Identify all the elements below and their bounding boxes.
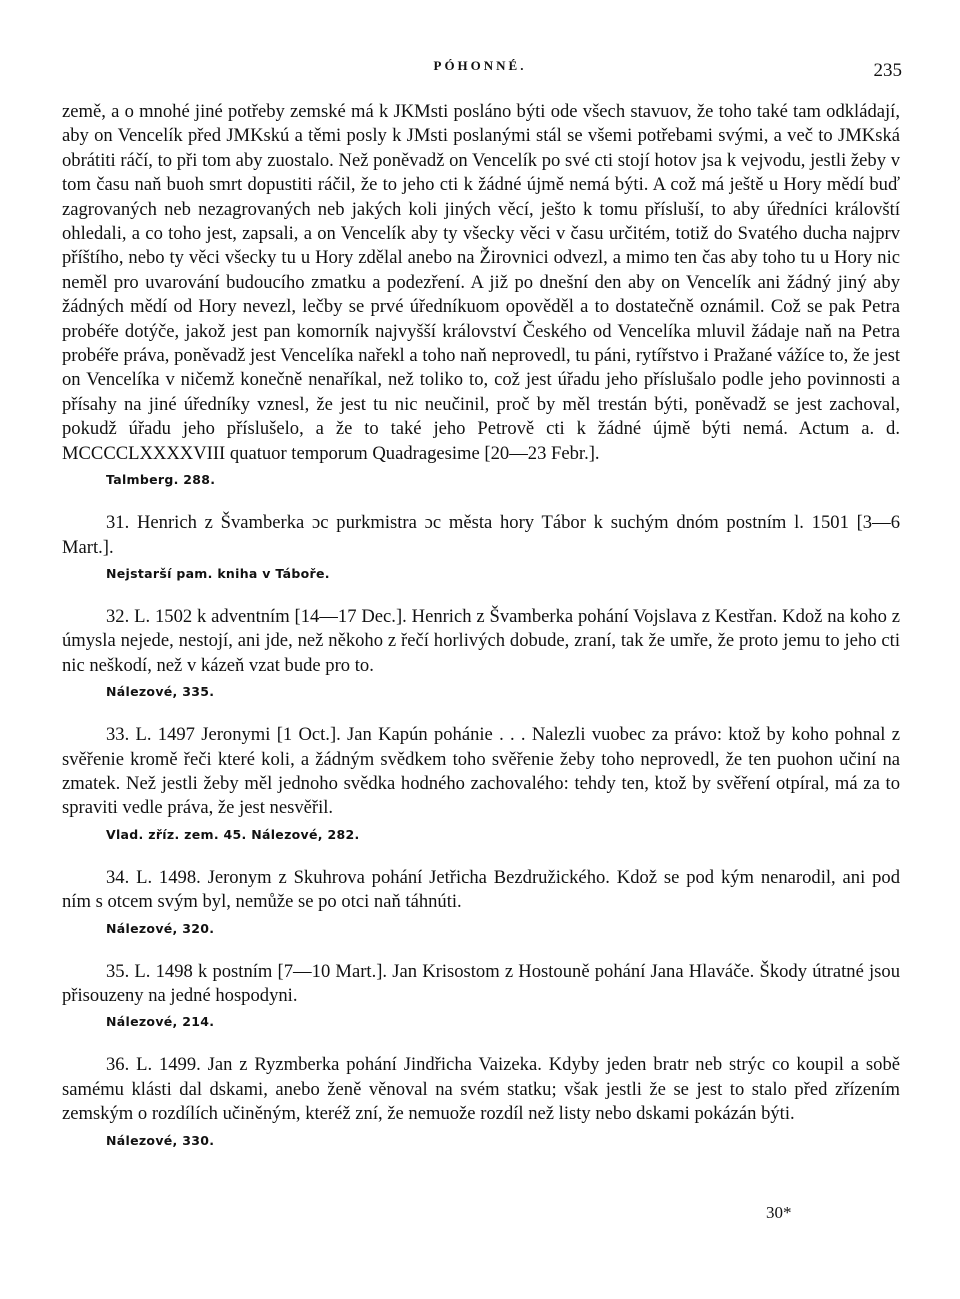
entry-35: 35. L. 1498 k postním [7—10 Mart.]. Jan Krisostom z Hostouně pohání Jana Hlaváče. Škody útratné jsou přisouzeny na jedné hospodyni. — [62, 960, 900, 1006]
entry-32: 32. L. 1502 k adventním [14—17 Dec.]. Henrich z Švamberka pohání Vojslava z Kestřan. Kdož na koho z úmysla nejede, nestojí, ani jde, než někoho z řečí horlivých dobude, zraní, tak že umře, že proto jemu to jeho cti nic neškodí, než v kázeň vzat bude pro to. — [62, 605, 900, 676]
page-number: 235 — [873, 60, 902, 81]
entry-34: 34. L. 1498. Jeronym z Skuhrova pohání Jetřicha Bezdružického. Kdož se pod kým nenarodil, ani pod ním s otcem svým byl, nemůže se po otci naň táhnúti. — [62, 866, 900, 913]
entry-33: 33. L. 1497 Jeronymi [1 Oct.]. Jan Kapún pohánie . . . Nalezli vuobec za právo: ktož by koho pohnal z svěřenie kromě řeči které koli, a žádným svědkem toho svěřenie žeby toho neprovedl, že ten puohon učiní na zmatek. Než jestli žeby měl jednoho svědka hodného zachovalého: tehdy ten, ktož by svěření otpíral, má za to spraviti vedle práva, že jest nesvěřil. — [62, 724, 900, 819]
source-citation: Nejstarší pam. kniha v Táboře. — [106, 565, 330, 581]
source-citation: Nálezové, 335. — [106, 684, 215, 700]
running-title: PÓHONNÉ. — [433, 58, 527, 73]
source-citation: Nálezové, 214. — [106, 1014, 215, 1030]
source-citation: Nálezové, 330. — [106, 1132, 215, 1148]
source-citation: Nálezové, 320. — [106, 920, 215, 936]
entry-31: 31. Henrich z Švamberka ɔc purkmistra ɔc města hory Tábor k suchým dnóm postním l. 1501 [3—6 Mart.]. — [62, 512, 900, 558]
source-citation: Vlad. zříz. zem. 45. Nálezové, 282. — [106, 826, 360, 842]
source-citation: Talmberg. 288. — [106, 472, 216, 488]
paragraph-continuation: země, a o mnohé jiné potřeby zemské má k JKMsti posláno býti ode všech stavuov, že toho také tam odkládají, aby on Vencelík před JMKskú a těmi posly k JMsti poslanými stál se všemi potřebami svými, a več to JMKská obrátiti ráčí, to při tom aby zuostalo. Než poněvadž on Vencelík po své cti stojí hotov jsa k vejvodu, jestli žeby v tom času naň buoh smrt dopustiti ráčil, že to jeho cti k žádné újmě nemá býti. A což má ještě u Hory mědí buď zagrovaných neb nezagrovaných neb jakých koli jiných věcí, ješto k tomu přísluší, to aby úředníci královští ohledali, a co toho jest, zapsali, a on Vencelík aby ty všecky věci v času určitém, totiž do Svatého ducha najprv příštího, nebo ty věci všecky tu u Hory zdělal anebo na Žirovnici odvezl, a mimo ten čas aby toho tu u Hory nic neměl pro uvarování budoucího zmatku a podezření. A již po dnešní den aby on Vencelík ani žádný jiný aby žádných mědí od Hory nevezl, lečby se prvé úředníkuom opověděl a to dostatečně oznámil. Což se pak Petra probéře dotýče, jakož jest pan komorník najvyšší království Českého od Vencelíka mluvil žádaje naň na Petra probéře práva, poněvadž jest Vencelíka nařekl a toho naň neprovedl, tu páni, rytířstvo i Pražané vážíce to, že jest on Vencelíka v ničemž konečně nenaříkal, než toliko to, což jest úřadu jeho příslušalo podle jeho povinnosti a přísahy na jiné úředníky vznesl, že jest tu nic neučinil, proč by měl trestán býti, poněvadž se jest zachoval, pokudž úřadu jeho příslušelo, a že to také jeho Petrově cti k žádné újmě býti nemá. Actum a. d. MCCCCLXXXXVIII quatuor temporum Quadragesime [20—23 Febr.]. — [62, 101, 900, 464]
signature-mark: 30* — [766, 1203, 792, 1222]
entry-36: 36. L. 1499. Jan z Ryzmberka pohání Jindřicha Vaizeka. Kdyby jeden bratr neb strýc co koupil a sobě samému klásti dal dskami, anebo ženě věnoval na svém statku; však jestli že se jest to stalo před zřízením zemským o rozdílích učiněným, kteréž zní, že nemuože rozdíl než listy nebo dskami pokázán býti. — [62, 1054, 900, 1125]
body-text — [62, 100, 900, 1172]
